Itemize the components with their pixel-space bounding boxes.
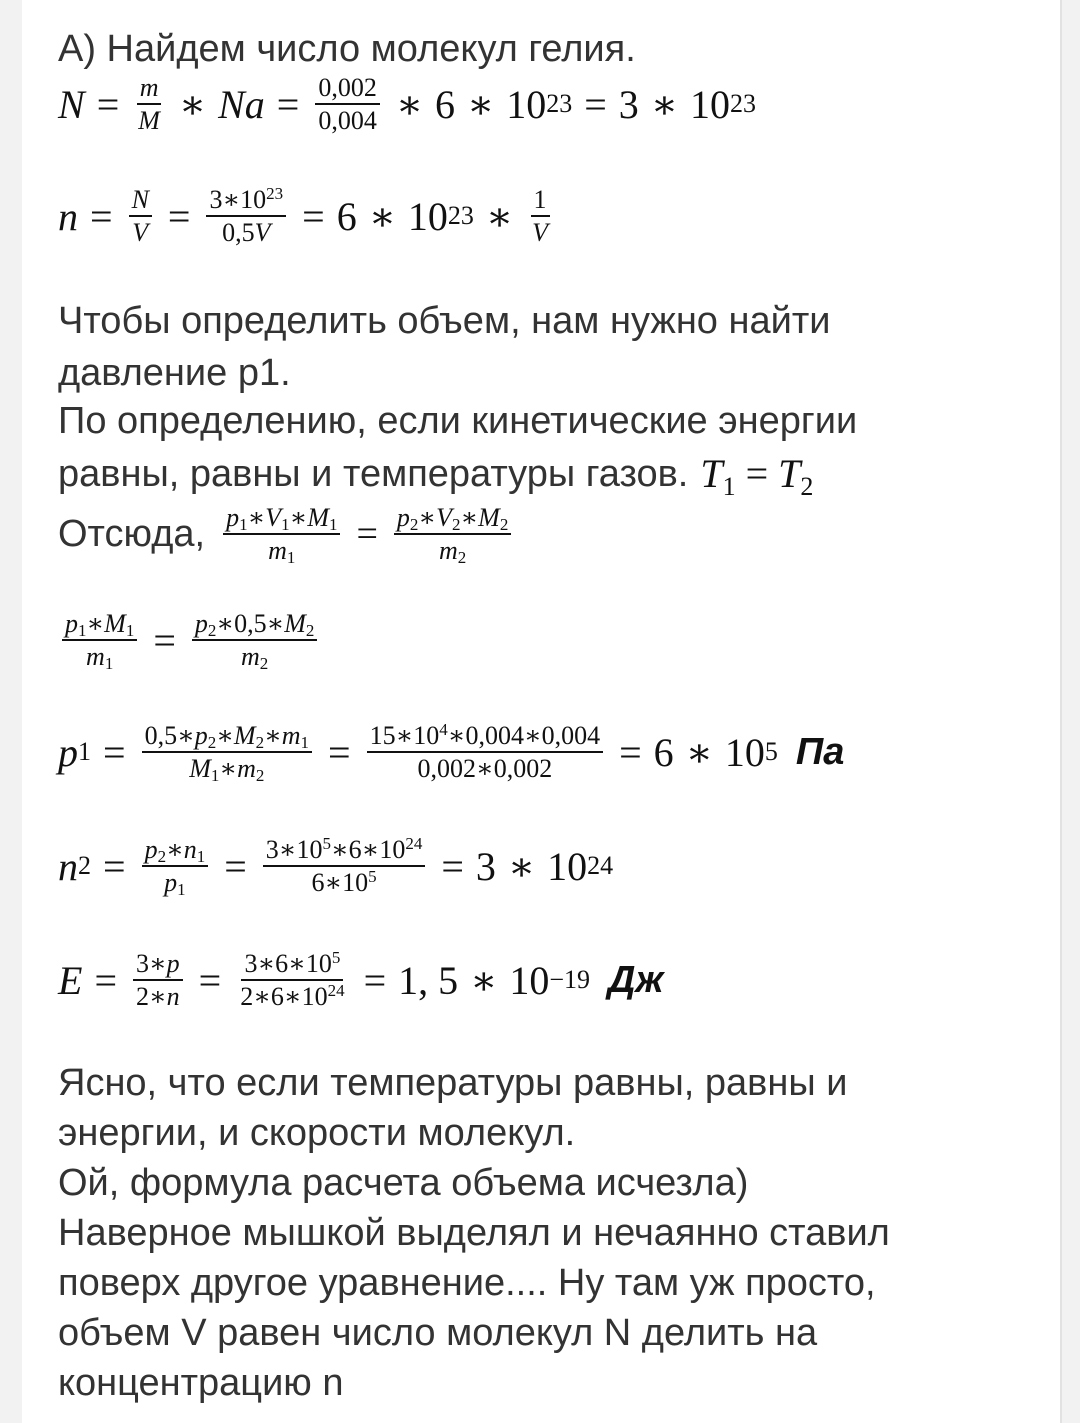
answer-card [22, 0, 1062, 1423]
text-line: Чтобы определить объем, нам нужно найти [58, 300, 831, 342]
unit-joule: Дж [608, 958, 664, 1001]
text-line: объем V равен число молекул N делить на [58, 1312, 818, 1354]
formula-state-equation: $\frac{p_1∗V_1∗M_1}{m_1}$ = $\frac{p_2∗V_2∗M_2}{m_2}$ [219, 504, 515, 565]
text-line: Ясно, что если температуры равны, равны и [58, 1062, 848, 1104]
formula-concentration-2: n 2 = $\frac{p_2∗n_1}{p_1}$ = $\frac{3∗10^5∗6∗10^{24}}{6∗10^5}$ = 3 ∗ 10 24 [58, 834, 614, 900]
formula-energy: E = $\frac{3∗p}{2∗n}$ = $\frac{3∗6∗10^5}{2∗6∗10^{24}}$ = 1, 5 ∗ 10 −19 Дж [58, 948, 664, 1012]
formula-temperature: $T_1 = T_2$ [700, 451, 814, 501]
temperature-line [58, 451, 814, 501]
text-line: Наверное мышкой выделял и нечаянно ставил [58, 1212, 890, 1254]
text-line: концентрацию n [58, 1362, 344, 1404]
intro-text: А) Найдем число молекул гелия. [58, 28, 636, 70]
hence-line [58, 503, 515, 568]
formula-molecule-count: N = $\frac{m}{M}$ ∗ Na = $\frac{0,002}{0,004}$ ∗ 6 ∗ 10 23 = 3 ∗ 10 23 [58, 73, 756, 136]
text-line: поверх другое уравнение.... Ну там уж просто, [58, 1262, 876, 1304]
formula-concentration: n = $\frac{N}{V}$ = $\frac{3∗10^{23}}{0,5V}$ = 6 ∗ 10 23 ∗ $\frac{1}{V}$ [58, 184, 548, 248]
text-line: Ой, формула расчета объема исчезла) [58, 1162, 749, 1204]
formula-pressure: p 1 = $\frac{0,5∗p_2∗M_2∗m_1}{M_1∗m_2}$ = $\frac{15∗10^4∗0,004∗0,004}{0,002∗0,002}$ = 6 ∗ 10 5 Па [58, 720, 845, 786]
text-line: Отсюда, [58, 513, 206, 556]
text-line: давление р1. [58, 352, 291, 394]
text-line: По определению, если кинетические энергии [58, 400, 858, 442]
text-line: равны, равны и температуры газов. [58, 453, 689, 495]
unit-pascal: Па [795, 730, 845, 773]
text-line: энергии, и скорости молекул. [58, 1112, 576, 1154]
formula-ratio: $\frac{p_1∗M_1}{m_1}$ = $\frac{p_2∗0,5∗M_2}{m_2}$ [58, 610, 321, 671]
